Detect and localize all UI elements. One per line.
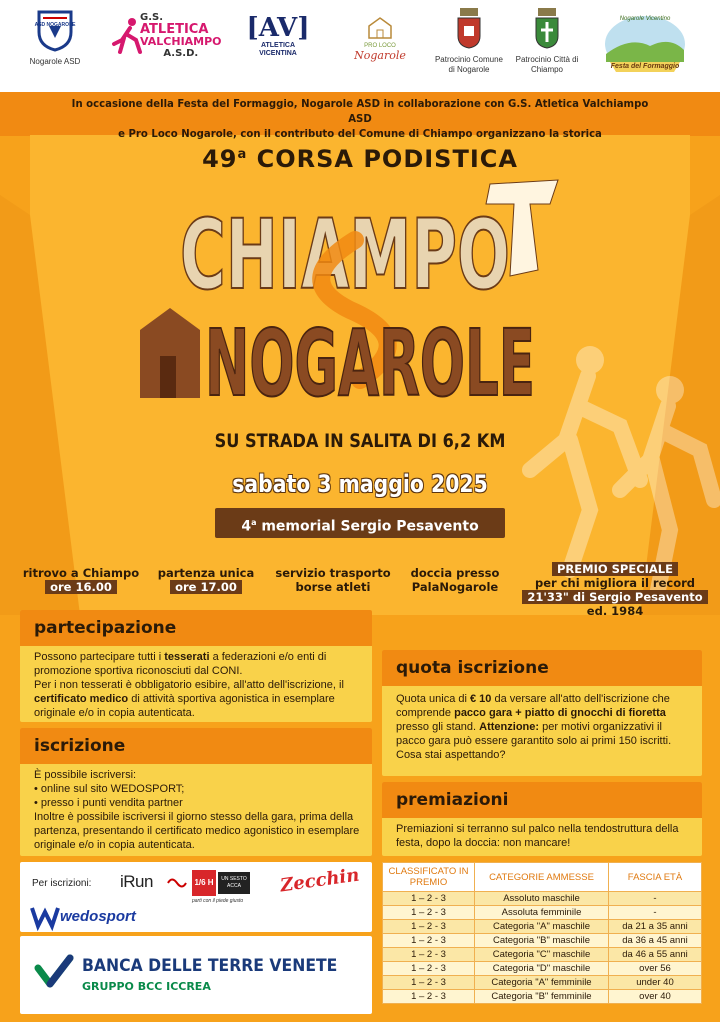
cell-fascia: da 46 a 55 anni: [609, 948, 702, 962]
table-row: [383, 962, 702, 976]
cell-classificato: 1 – 2 - 3: [383, 990, 475, 1004]
cell-categoria: Categoria "B" maschile: [475, 934, 609, 948]
nogarole-caption: Nogarole ASD: [29, 57, 81, 66]
gs-line2: ATLETICA: [140, 22, 209, 37]
p2-c: di attività sportiva agonistica in esemplare originale e/o in copia autenticata.: [34, 693, 335, 719]
cell-categoria: Assoluta femminile: [475, 906, 609, 920]
iscrizione-line4: Inoltre è possibile iscriversi il giorno stesso della gara, prima della partenza, presentando il certificato medico agonistico in esemplare originale e/o in copia autenticata.: [34, 811, 360, 851]
partenza-time: ore 17.00: [170, 580, 242, 594]
header-categorie: CATEGORIE AMMESSE: [475, 863, 609, 892]
header-classificato: CLASSIFICATO IN PREMIO: [383, 863, 475, 892]
av-line1: ATLETICA: [260, 42, 296, 49]
prize-table-header: [383, 863, 702, 892]
per-iscrizioni-label: Per iscrizioni:: [32, 878, 92, 889]
logo-festa-formaggio: [598, 6, 692, 76]
info-premio-speciale: [520, 562, 710, 618]
quota-t3: da versare all'atto dell'iscrizione che comprende: [396, 693, 670, 719]
logo-gs-atletica-valchiampo: [108, 10, 222, 66]
citta-chiampo-caption: Patrocinio Città di Chiampo: [515, 55, 579, 74]
cell-classificato: 1 – 2 - 3: [383, 906, 475, 920]
crest-icon: [532, 6, 562, 50]
ritrovo-label: ritrovo a Chiampo: [22, 566, 140, 580]
prize-table: [382, 862, 702, 1004]
partenza-label: partenza unica: [157, 566, 255, 580]
cell-categoria: Categoria "A" femminile: [475, 976, 609, 990]
quota-t4: pacco gara + piatto di gnocchi di fioretta: [454, 707, 666, 719]
nogarole-shield-icon: [37, 8, 73, 52]
cell-categoria: Categoria "C" maschile: [475, 948, 609, 962]
iscrizione-line2: • online sul sito WEDOSPORT;: [34, 783, 185, 795]
logo-citta-chiampo: [510, 6, 584, 75]
proloco-line1: PRO LOCO: [364, 43, 396, 49]
logo-comune-nogarole: [432, 6, 506, 75]
table-row: [383, 948, 702, 962]
cell-categoria: Categoria "A" maschile: [475, 920, 609, 934]
av-mark: [AV]: [246, 13, 310, 43]
memorial-ordinal: a: [251, 518, 257, 527]
festa-caption: Festa del Formaggio: [610, 63, 680, 70]
premio-line1: per chi migliora il record: [534, 576, 695, 590]
cell-fascia: da 21 a 35 anni: [609, 920, 702, 934]
panel-quota: [382, 650, 702, 776]
cell-classificato: 1 – 2 - 3: [383, 934, 475, 948]
table-row: [383, 906, 702, 920]
runners-silhouette-icon: [470, 330, 720, 600]
race-date: sabato 3 maggio 2025: [232, 470, 488, 498]
ritrovo-time: ore 16.00: [45, 580, 117, 594]
partecipazione-body: [34, 650, 360, 720]
iscrizione-line1: È possibile iscriversi:: [34, 769, 137, 781]
doccia-line2: PalaNogarole: [411, 580, 499, 594]
comune-nogarole-caption: Patrocinio Comune di Nogarole: [434, 55, 504, 74]
gs-line1: G.S.: [140, 12, 164, 23]
edition-text: CORSA PODISTICA: [256, 145, 518, 173]
church-icon: [365, 14, 395, 40]
info-doccia: [400, 566, 510, 594]
quota-body: [396, 692, 690, 762]
cell-categoria: Assoluto maschile: [475, 892, 609, 906]
cell-fascia: -: [609, 892, 702, 906]
cell-fascia: over 56: [609, 962, 702, 976]
p1-c: a federazioni e/o enti di promozione sportiva riconosciuti dal CONI.: [34, 651, 327, 677]
servizio-line2: borse atleti: [295, 580, 371, 594]
irun-swirl-icon: [166, 876, 188, 890]
logo-pro-loco-nogarole: [340, 14, 420, 62]
memorial-number: 4: [241, 518, 252, 535]
servizio-line1: servizio trasporto: [275, 566, 391, 580]
premiazioni-text: Premiazioni si terranno sul palco nella tendostruttura della festa, dopo la doccia: non mancare!: [396, 823, 679, 849]
panel-premiazioni: [382, 782, 702, 856]
wedosport-logo-text: wedosport: [60, 908, 136, 925]
proloco-line2: Nogarole: [354, 49, 406, 62]
gs-line4: A.S.D.: [163, 48, 199, 59]
premio-line2: 21'33" di Sergio Pesavento: [522, 590, 707, 604]
panel-partecipazione: [20, 610, 372, 722]
bank-group: GRUPPO BCC ICCREA: [82, 980, 211, 993]
nogarole-badge-text: ASD NOGAROLE: [34, 22, 76, 28]
gs-line3: VALCHIAMPO: [140, 35, 222, 48]
quota-t1: Quota unica di: [396, 693, 470, 705]
iscrizione-line3: • presso i punti vendita partner: [34, 797, 183, 809]
premio-line3: ed. 1984: [586, 604, 644, 618]
p1-b: tesserati: [164, 651, 210, 663]
intro-text: [66, 96, 655, 141]
p1-a: Possono partecipare tutti i: [34, 651, 165, 663]
festa-top-text: Nogarole Vicentino: [619, 16, 671, 22]
cell-fascia: under 40: [609, 976, 702, 990]
premiazioni-title: premiazioni: [382, 782, 702, 818]
quota-t7: per motivi organizzativi il pacco gara può essere garantito solo ai primi 150 iscritti. Cosa stai aspettando?: [396, 721, 672, 761]
quota-t6: Attenzione:: [479, 721, 540, 733]
cell-classificato: 1 – 2 - 3: [383, 920, 475, 934]
cell-classificato: 1 – 2 - 3: [383, 892, 475, 906]
edition-title: [0, 145, 720, 173]
cell-classificato: 1 – 2 - 3: [383, 962, 475, 976]
title-word-chiampo: CHIAMPO: [180, 199, 510, 311]
intro-line2: e Pro Loco Nogarole, con il contributo del Comune di Chiampo organizzano la storica: [118, 127, 602, 140]
logo-atletica-vicentina: [240, 14, 316, 58]
cell-categoria: Categoria "B" femminile: [475, 990, 609, 1004]
sesto-acca-text: UN SESTO ACCA: [218, 872, 250, 894]
av-line2: VICENTINA: [259, 50, 297, 57]
info-ritrovo: [20, 566, 142, 594]
cell-classificato: 1 – 2 - 3: [383, 976, 475, 990]
panel-iscrizione: [20, 728, 372, 856]
header-fascia: FASCIA ETÀ: [609, 863, 702, 892]
p2-a: Per i non tesserati è obbligatorio esibire, all'atto dell'iscrizione, il: [34, 679, 344, 691]
cell-fascia: da 36 a 45 anni: [609, 934, 702, 948]
bank-logo-box: [20, 936, 372, 1014]
edition-number: 49: [202, 145, 238, 173]
logo-nogarole-asd: [20, 8, 90, 67]
quota-t2: € 10: [470, 693, 492, 705]
sesto-tag: parti con il piede giusto: [192, 898, 244, 904]
cell-fascia: over 40: [609, 990, 702, 1004]
memorial-text: memorial Sergio Pesavento: [261, 518, 479, 535]
edition-ordinal: a: [237, 147, 248, 162]
bank-check-icon: [36, 954, 72, 990]
table-row: [383, 990, 702, 1004]
cell-categoria: Categoria "D" maschile: [475, 962, 609, 976]
cell-fascia: -: [609, 906, 702, 920]
p2-b: certificato medico: [34, 693, 129, 705]
table-row: [383, 976, 702, 990]
iscrizione-title: iscrizione: [20, 728, 372, 764]
table-row: [383, 892, 702, 906]
wedosport-w-icon: [30, 906, 60, 928]
quota-t5: presso gli stand.: [396, 721, 480, 733]
quota-title: quota iscrizione: [382, 650, 702, 686]
info-partenza: [146, 566, 266, 594]
premio-title: PREMIO SPECIALE: [552, 562, 678, 576]
intro-line1: In occasione della Festa del Formaggio, Nogarole ASD in collaborazione con G.S. Atletica Valchiampo ASD: [71, 97, 649, 125]
logo-bar: [0, 0, 720, 92]
info-servizio: [268, 566, 398, 594]
iscrizione-body: [34, 768, 360, 852]
irun-logo-text: iRun: [120, 872, 153, 891]
title-word-nogarole: NOGAROLE: [205, 310, 535, 417]
race-subtitle: SU STRADA IN SALITA DI 6,2 KM: [214, 430, 506, 452]
zecchin-logo-text: Zecchin: [278, 864, 361, 897]
table-row: [383, 920, 702, 934]
sesto-badge: 1/6 H: [192, 870, 216, 896]
doccia-line1: doccia presso: [410, 566, 500, 580]
coat-of-arms-icon: [454, 6, 484, 50]
partecipazione-title: partecipazione: [20, 610, 372, 646]
bank-name: BANCA DELLE TERRE VENETE: [82, 956, 338, 976]
cell-classificato: 1 – 2 - 3: [383, 948, 475, 962]
table-row: [383, 934, 702, 948]
memorial-banner: [215, 508, 505, 538]
sponsor-box: [20, 862, 372, 932]
